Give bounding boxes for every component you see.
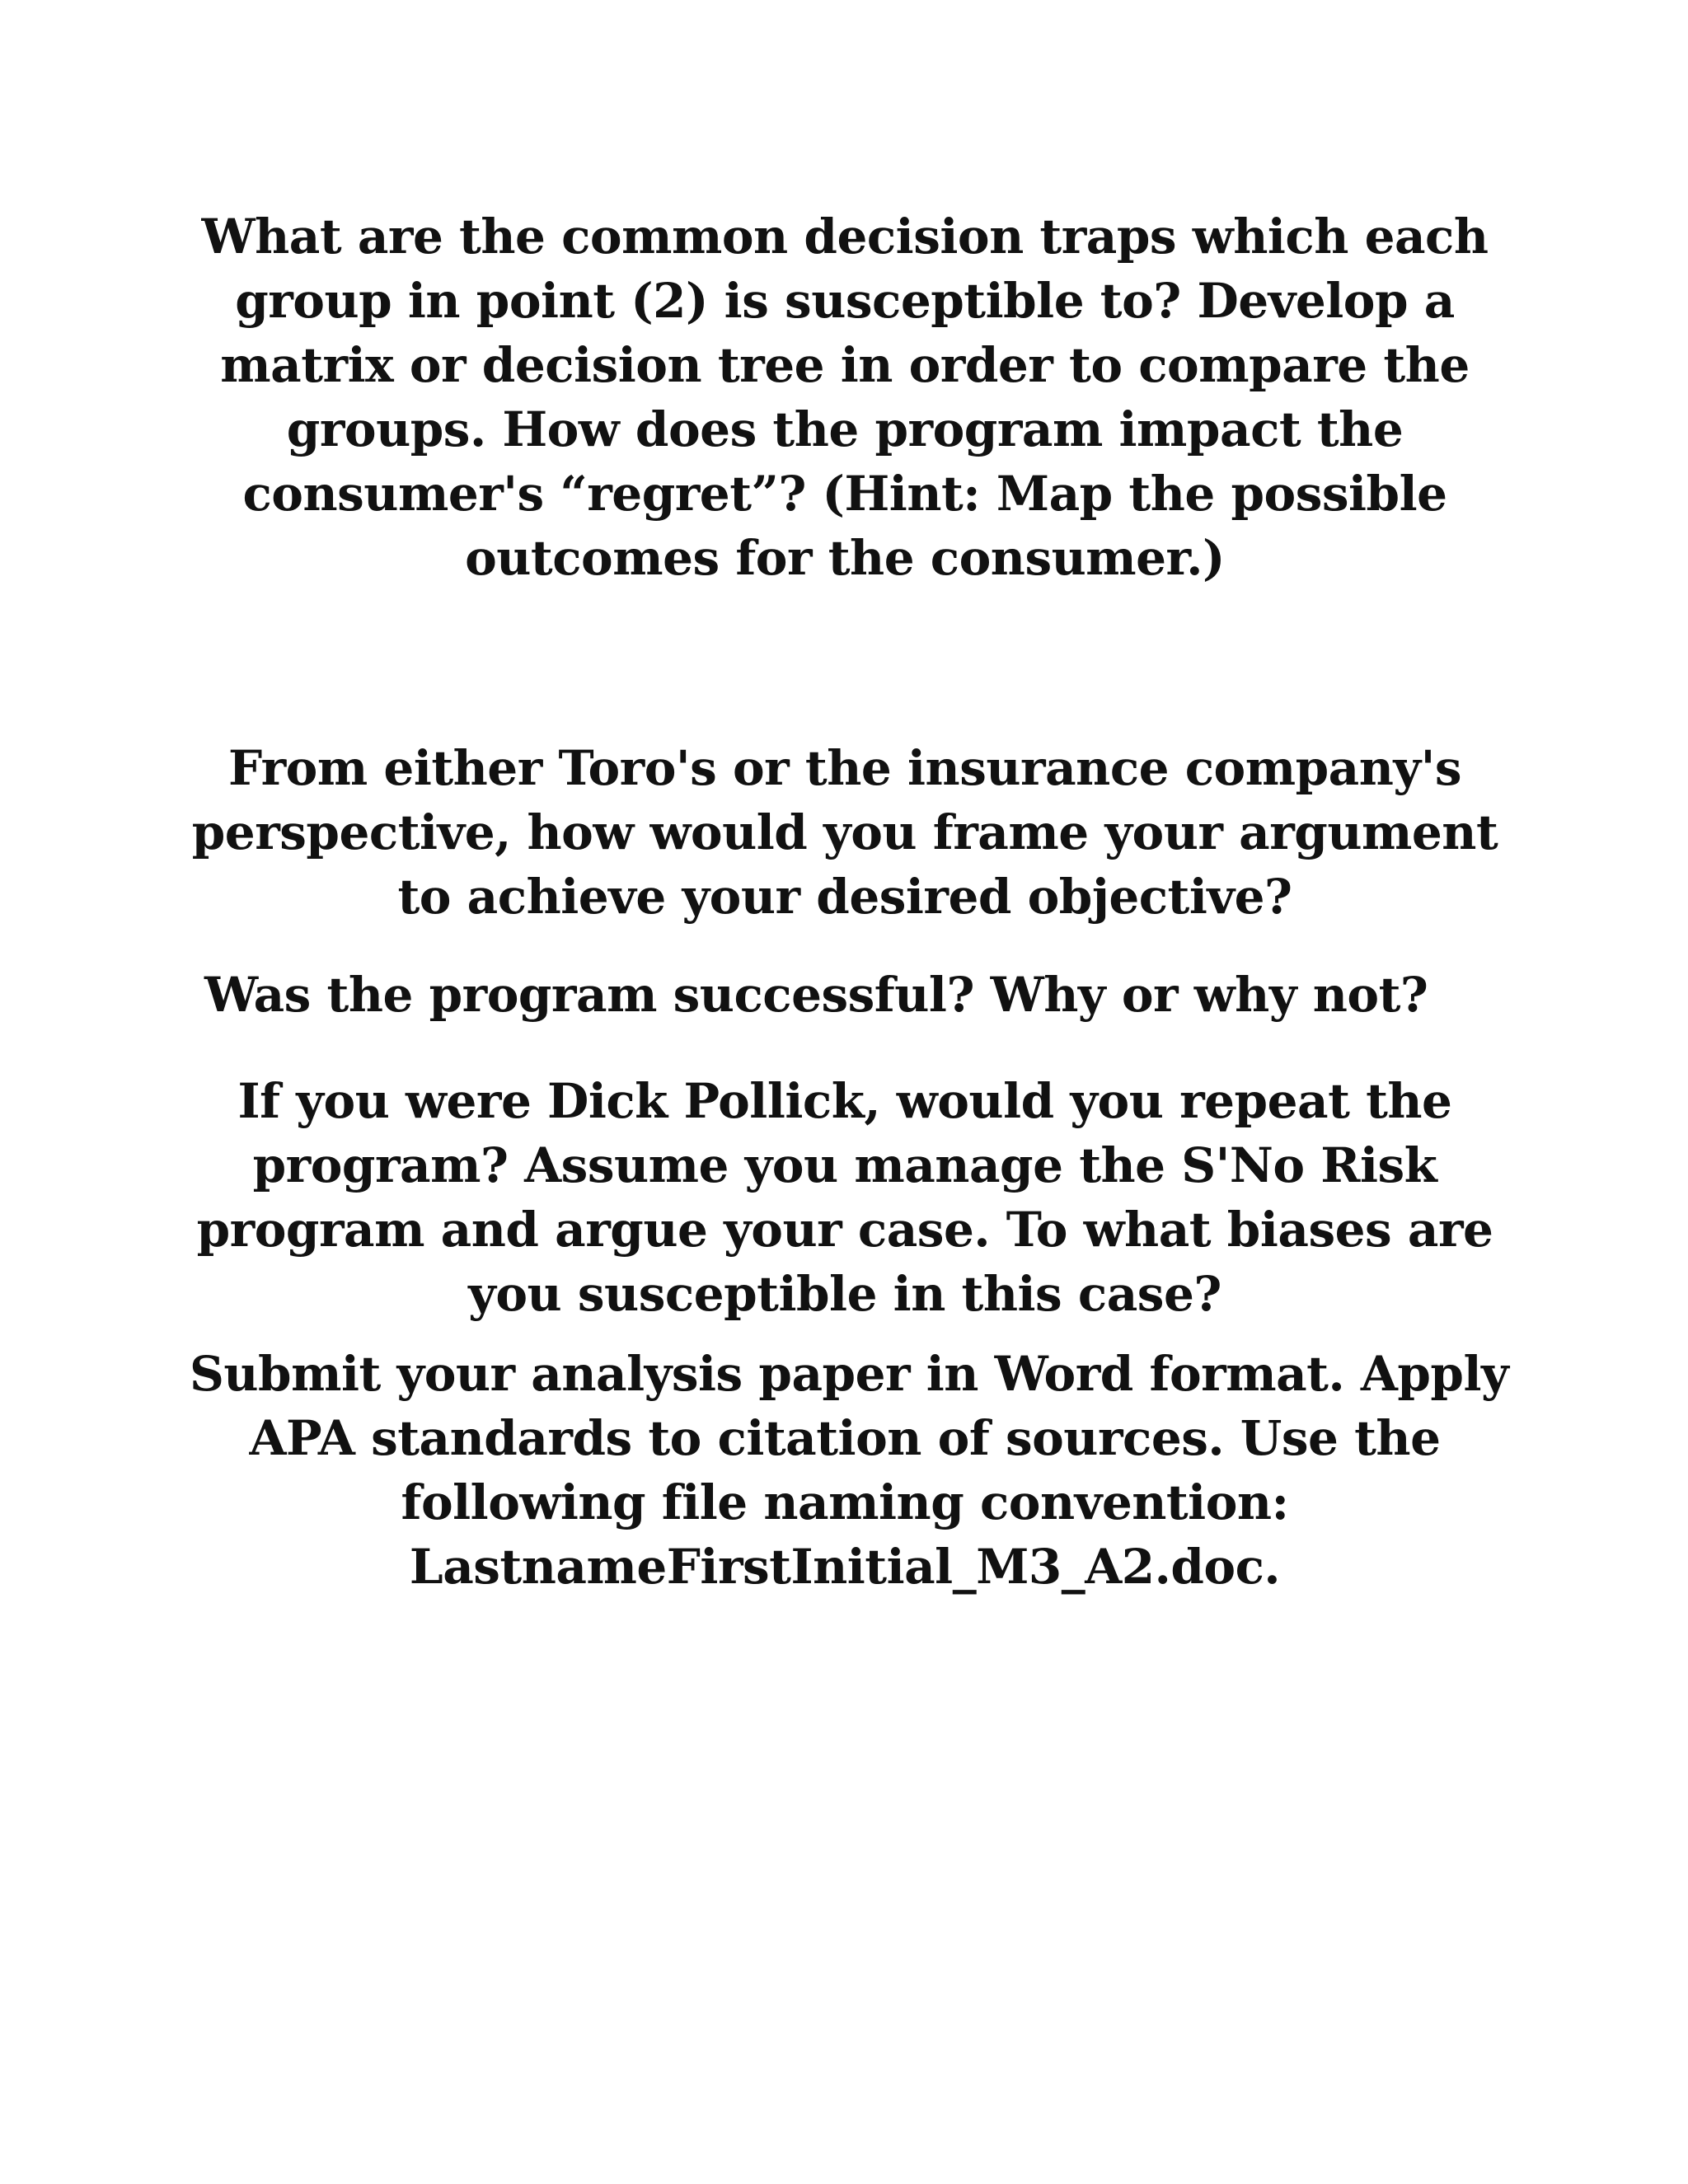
text-line: outcomes for the consumer.) — [465, 530, 1225, 586]
text-line: What are the common decision traps which each — [201, 209, 1489, 265]
text-line: APA standards to citation of sources. Use the — [249, 1410, 1441, 1466]
text-line: Submit your analysis paper in Word format. Apply — [190, 1346, 1509, 1402]
question-framing-argument — [190, 736, 1500, 929]
text-line: consumer's “regret”? (Hint: Map the possible — [242, 466, 1447, 522]
text-line: group in point (2) is susceptible to? Develop a — [235, 273, 1455, 329]
text-line: If you were Dick Pollick, would you repeat the — [237, 1073, 1452, 1129]
submission-instructions — [190, 1342, 1509, 1599]
text-line: matrix or decision tree in order to compare the — [220, 337, 1470, 393]
text-line: From either Toro's or the insurance company's — [227, 740, 1462, 796]
text-line: to achieve your desired objective? — [397, 869, 1292, 925]
question-repeat-program — [190, 1069, 1500, 1326]
text-line: following file naming convention: — [401, 1474, 1289, 1530]
text-line: groups. How does the program impact the — [286, 401, 1404, 457]
text-line: perspective, how would you frame your argument — [191, 804, 1498, 860]
text-line: you susceptible in this case? — [468, 1266, 1221, 1322]
text-line: program? Assume you manage the S'No Risk — [252, 1137, 1437, 1193]
text-line: LastnameFirstInitial_M3_A2.doc. — [409, 1539, 1281, 1595]
question-program-success — [204, 963, 1523, 1027]
text-line: Was the program successful? Why or why not? — [204, 967, 1428, 1023]
question-decision-traps — [190, 204, 1500, 590]
text-line: program and argue your case. To what biases are — [196, 1202, 1493, 1258]
